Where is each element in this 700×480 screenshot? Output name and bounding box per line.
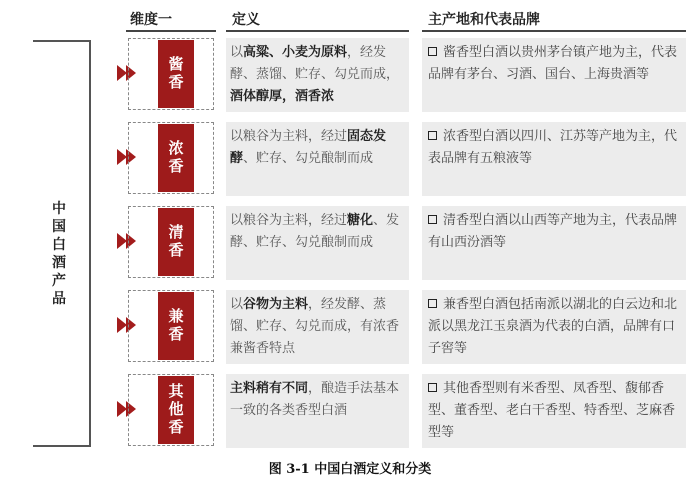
definition-cell: 以高粱、小麦为原料，经发酵、蒸馏、贮存、勾兑而成，酒体醇厚，酒香浓 [226,38,409,112]
header-dimension: 维度一 [130,12,172,28]
header-origin-underline [422,30,686,32]
checkbox-icon [428,47,437,56]
checkbox-icon [428,383,437,392]
category-row [0,288,700,362]
origin-cell [422,374,686,448]
category-row [0,120,700,194]
definition-cell: 以谷物为主料，经发酵、蒸馏、贮存、勾兑而成，有浓香兼酱香特点 [226,290,409,364]
origin-text: 浓香型白酒以四川、江苏等产地为主，代表品牌有五粮液等 [428,129,678,166]
checkbox-icon [428,131,437,140]
figure-caption: 图 3-1 中国白酒定义和分类 [268,462,432,477]
category-label: 兼香 [158,292,194,360]
category-label: 其他香 [158,376,194,444]
header-definition: 定义 [232,12,260,28]
definition-cell: 以粮谷为主料，经过固态发酵、贮存、勾兑酿制而成 [226,122,409,196]
category-label: 清香 [158,208,194,276]
definition-cell: 以粮谷为主料，经过糖化、发酵、贮存、勾兑酿制而成 [226,206,409,280]
origin-text: 清香型白酒以山西等产地为主，代表品牌有山西汾酒等 [428,213,678,250]
category-row [0,204,700,278]
origin-cell [422,206,686,280]
side-label: 中国白酒产品 [52,201,66,307]
definition-cell: 主料稍有不同，酿造手法基本一致的各类香型白酒 [226,374,409,448]
header-origin: 主产地和代表品牌 [428,12,540,28]
header-dimension-underline [126,30,216,32]
origin-cell [422,38,686,112]
category-label: 酱香 [158,40,194,108]
category-row [0,372,700,446]
origin-text: 其他香型则有米香型、凤香型、馥郁香型、董香型、老白干香型、特香型、芝麻香型等 [428,381,676,440]
origin-cell [422,290,686,364]
category-row [0,36,700,110]
origin-text: 兼香型白酒包括南派以湖北的白云边和北派以黑龙江玉泉酒为代表的白酒，品牌有口子窖等 [428,297,678,356]
origin-text: 酱香型白酒以贵州茅台镇产地为主，代表品牌有茅台、习酒、国台、上海贵酒等 [428,45,678,82]
checkbox-icon [428,299,437,308]
origin-cell [422,122,686,196]
header-definition-underline [226,30,409,32]
checkbox-icon [428,215,437,224]
category-label: 浓香 [158,124,194,192]
